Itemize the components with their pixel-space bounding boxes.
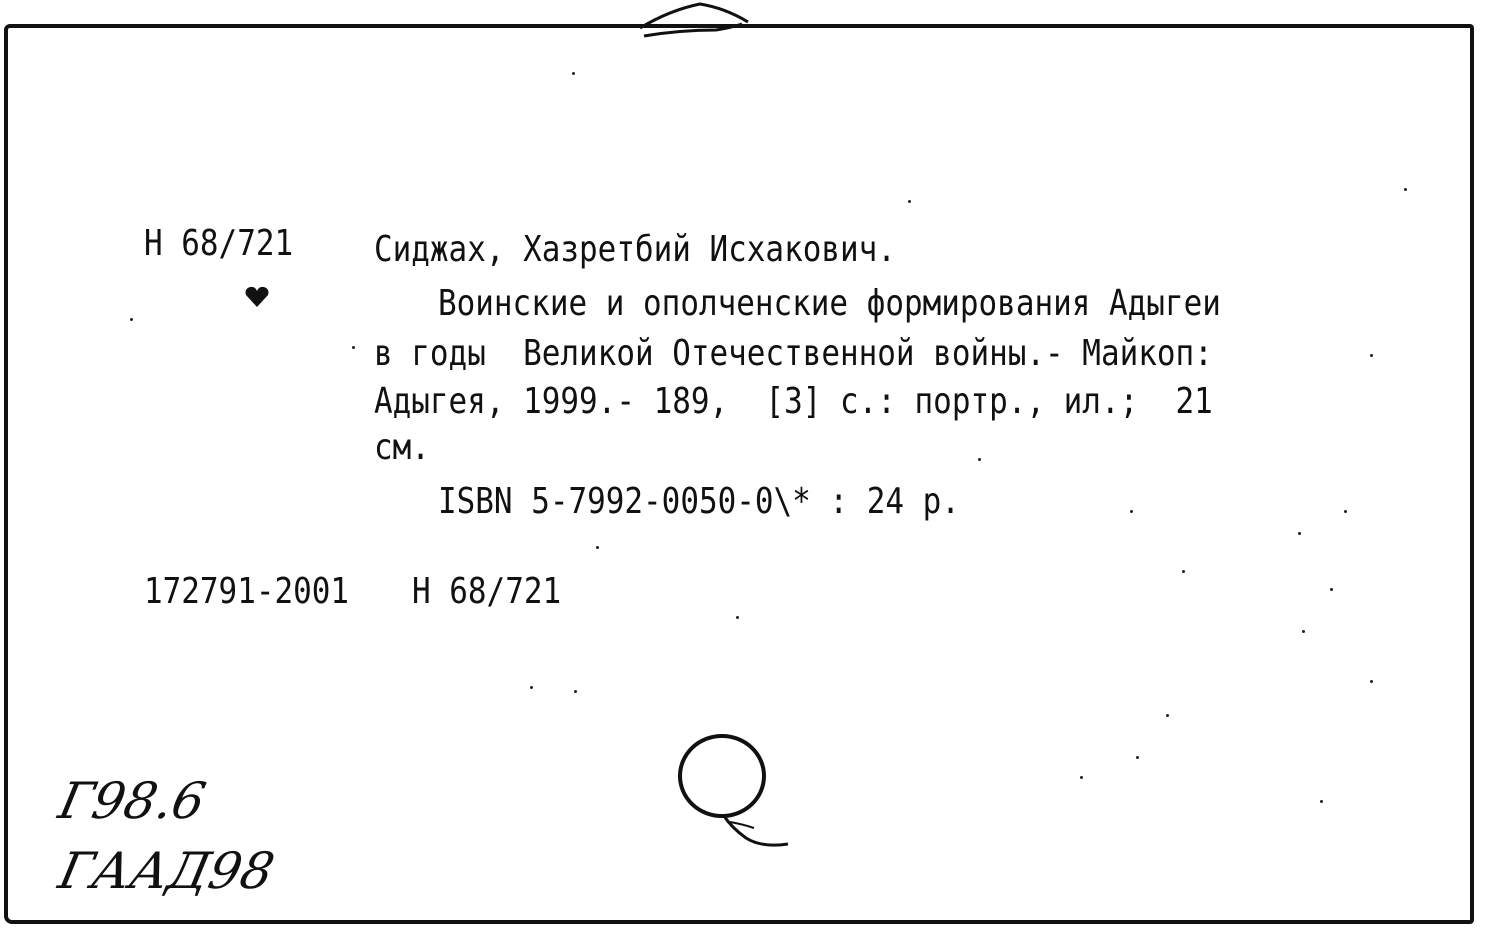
publication-line: Адыгея, 1999.- 189, [3] с.: портр., ил.; 21 xyxy=(374,381,1213,422)
accession-number: 172791-2001 xyxy=(144,571,350,612)
speck xyxy=(1298,532,1301,535)
speck xyxy=(908,200,911,203)
size-line: см. xyxy=(374,427,430,468)
isbn-price: ISBN 5-7992-0050-0\* : 24 р. xyxy=(438,481,960,522)
handwritten-author-mark: ГААД98 xyxy=(53,842,280,900)
speck xyxy=(572,72,575,75)
speck xyxy=(1330,588,1333,591)
call-number: Н 68/721 xyxy=(144,223,294,264)
speck xyxy=(574,690,577,693)
speck xyxy=(530,686,533,689)
author-heading: Сиджах, Хазретбий Исхакович. xyxy=(374,229,896,270)
speck xyxy=(1080,776,1083,779)
speck xyxy=(1130,510,1133,513)
title-line-2: в годы Великой Отечественной войны.- Майкоп: xyxy=(374,333,1213,374)
heart-icon xyxy=(244,286,270,308)
speck xyxy=(352,346,355,349)
speck xyxy=(1136,756,1139,759)
speck xyxy=(1370,354,1373,357)
speck xyxy=(596,546,599,549)
speck xyxy=(1404,188,1407,191)
handwritten-classification: Г98.6 xyxy=(53,772,211,830)
title-line-1: Воинские и ополченские формирования Адыгеи xyxy=(438,283,1221,324)
speck xyxy=(736,616,739,619)
card-tab-notch xyxy=(630,0,760,48)
speck xyxy=(1344,510,1347,513)
stamp-circle-mark xyxy=(672,732,802,862)
speck xyxy=(1370,680,1373,683)
speck xyxy=(1302,630,1305,633)
accession-call-number: Н 68/721 xyxy=(412,571,562,612)
speck xyxy=(1182,570,1185,573)
speck xyxy=(130,318,133,321)
speck xyxy=(1166,714,1169,717)
speck xyxy=(978,458,981,461)
speck xyxy=(1320,800,1323,803)
